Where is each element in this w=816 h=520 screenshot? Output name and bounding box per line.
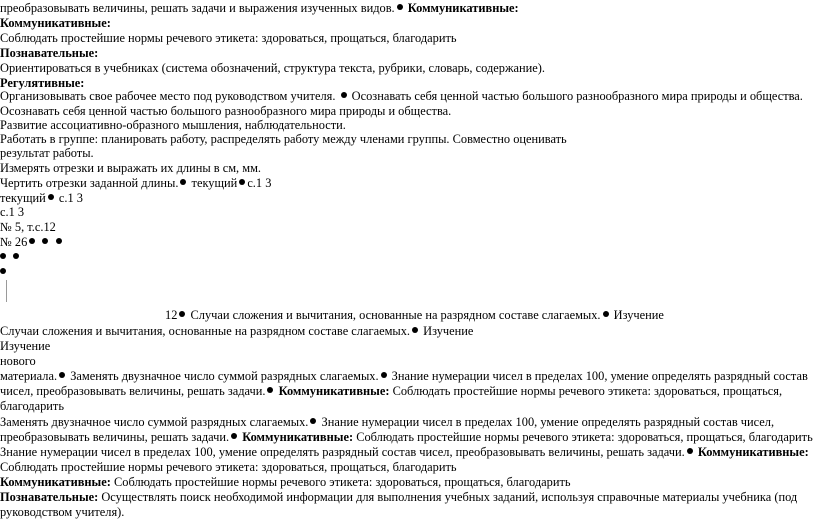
bullet-icon <box>42 238 48 244</box>
heading: Регулятивные: <box>0 76 85 90</box>
text-line: Осознавать себя ценной частью большого разнообразного мира природы и общества. <box>0 104 452 118</box>
text: Организовывать свое рабочее место под руководством учителя. <box>0 89 336 103</box>
bullet-icon <box>0 268 6 274</box>
text: материала. <box>0 369 58 383</box>
text: Знание нумерации чисел в пределах 100, умение определять разрядный состав <box>391 369 808 383</box>
heading: Коммуникативные: <box>242 430 354 444</box>
bullet-icon <box>341 92 347 98</box>
bullet-icon <box>0 253 6 259</box>
text: преобразовывать величины, решать задачи и выражения изученных видов. <box>0 1 395 15</box>
bullet-icon <box>13 253 19 259</box>
text-line <box>0 444 809 460</box>
text: Осуществлять поиск необходимой информации для выполнения учебных заданий, используя справочные материалы учебника (под <box>101 490 798 504</box>
text: Чертить отрезки заданной длины. <box>0 176 179 190</box>
bullet-icon <box>687 448 693 454</box>
text: Изучение <box>423 324 474 338</box>
text-line <box>0 414 774 430</box>
text-line: Измерять отрезки и выражать их длины в см, мм. <box>0 161 262 175</box>
bullet-icon <box>267 387 273 393</box>
bullet-icon <box>310 418 316 424</box>
text: № 26 <box>0 235 28 249</box>
bullet-icon <box>397 4 403 10</box>
text-line: Развитие ассоциативно-образного мышления, наблюдательности. <box>0 118 346 132</box>
text-line: с.1 3 <box>0 205 25 219</box>
text: Осознавать себя ценной частью большого разнообразного мира природы и общества. <box>351 89 803 103</box>
text-line <box>0 249 21 265</box>
bullet-icon <box>412 327 418 333</box>
text: Случаи сложения и вычитания, основанные на разрядном составе слагаемых. <box>190 308 601 322</box>
text-line <box>0 368 808 384</box>
heading: Коммуникативные: <box>278 384 390 398</box>
text: Знание нумерации чисел в пределах 100, умение определять разрядный состав чисел, преобразовывать величины, решать задачи. <box>0 445 685 459</box>
bullet-icon <box>48 194 54 200</box>
heading: Коммуникативные: <box>0 475 111 489</box>
text-line: благодарить <box>0 399 64 413</box>
text-line: результат работы. <box>0 146 94 160</box>
text-line <box>0 88 803 104</box>
bullet-icon <box>381 372 387 378</box>
text-line <box>0 429 813 445</box>
text: текущий <box>0 191 46 205</box>
text-line: нового <box>0 354 36 368</box>
text-line <box>0 474 571 490</box>
bullet-icon <box>239 179 245 185</box>
text-line: Ориентироваться в учебниках (система обозначений, структура текста, рубрики, словарь, содержание). <box>0 61 546 75</box>
bullet-icon <box>56 238 62 244</box>
text-line <box>0 489 797 505</box>
bullet-icon <box>603 311 609 317</box>
text: Заменять двузначное число суммой разрядных слагаемых. <box>70 369 379 383</box>
text-line <box>0 383 782 399</box>
text-line: Изучение <box>0 339 51 353</box>
text-line <box>0 0 519 16</box>
text: с.1 3 <box>247 176 272 190</box>
text-line <box>0 175 271 191</box>
text: Знание нумерации чисел в пределах 100, умение определять разрядный состав чисел, <box>321 415 775 429</box>
text: Заменять двузначное число суммой разрядных слагаемых. <box>0 415 309 429</box>
bullet-icon <box>29 238 35 244</box>
text: Соблюдать простейшие нормы речевого этикета: здороваться, прощаться, благодарить <box>113 475 571 489</box>
text-line: № 5, т.с.12 <box>0 220 56 234</box>
text-line: руководством учителя). <box>0 505 125 519</box>
text: Соблюдать простейшие нормы речевого этикета: здороваться, прощаться, благодарить <box>356 430 813 444</box>
text-line <box>0 264 8 280</box>
text: с.1 3 <box>58 191 83 205</box>
text: Случаи сложения и вычитания, основанные на разрядном составе слагаемых. <box>0 324 411 338</box>
bullet-icon <box>59 372 65 378</box>
text: чисел, преобразовывать величины, решать задачи. <box>0 384 266 398</box>
text: Изучение <box>613 308 664 322</box>
text: Соблюдать простейшие нормы речевого этикета: здороваться, прощаться, <box>392 384 783 398</box>
text-line: Соблюдать простейшие нормы речевого этикета: здороваться, прощаться, благодарить <box>0 31 457 45</box>
heading: Познавательные: <box>0 490 99 504</box>
heading: Коммуникативные: <box>697 445 809 459</box>
heading: Коммуникативные: <box>0 16 111 30</box>
heading: Познавательные: <box>0 46 99 60</box>
bullet-icon <box>179 311 185 317</box>
text: 12 <box>165 308 178 322</box>
text: текущий <box>191 176 238 190</box>
text: преобразовывать величины, решать задачи. <box>0 430 230 444</box>
text-line <box>0 234 64 250</box>
text-line: Работать в группе: планировать работу, распределять работу между членами группы. Совместно оценивать <box>0 132 567 146</box>
text-line: Соблюдать простейшие нормы речевого этикета: здороваться, прощаться, благодарить <box>0 460 457 474</box>
table-cell-border <box>6 280 7 302</box>
text-line <box>0 323 473 339</box>
text-line <box>165 307 664 323</box>
heading: Коммуникативные: <box>407 1 519 15</box>
bullet-icon <box>180 179 186 185</box>
bullet-icon <box>231 433 237 439</box>
